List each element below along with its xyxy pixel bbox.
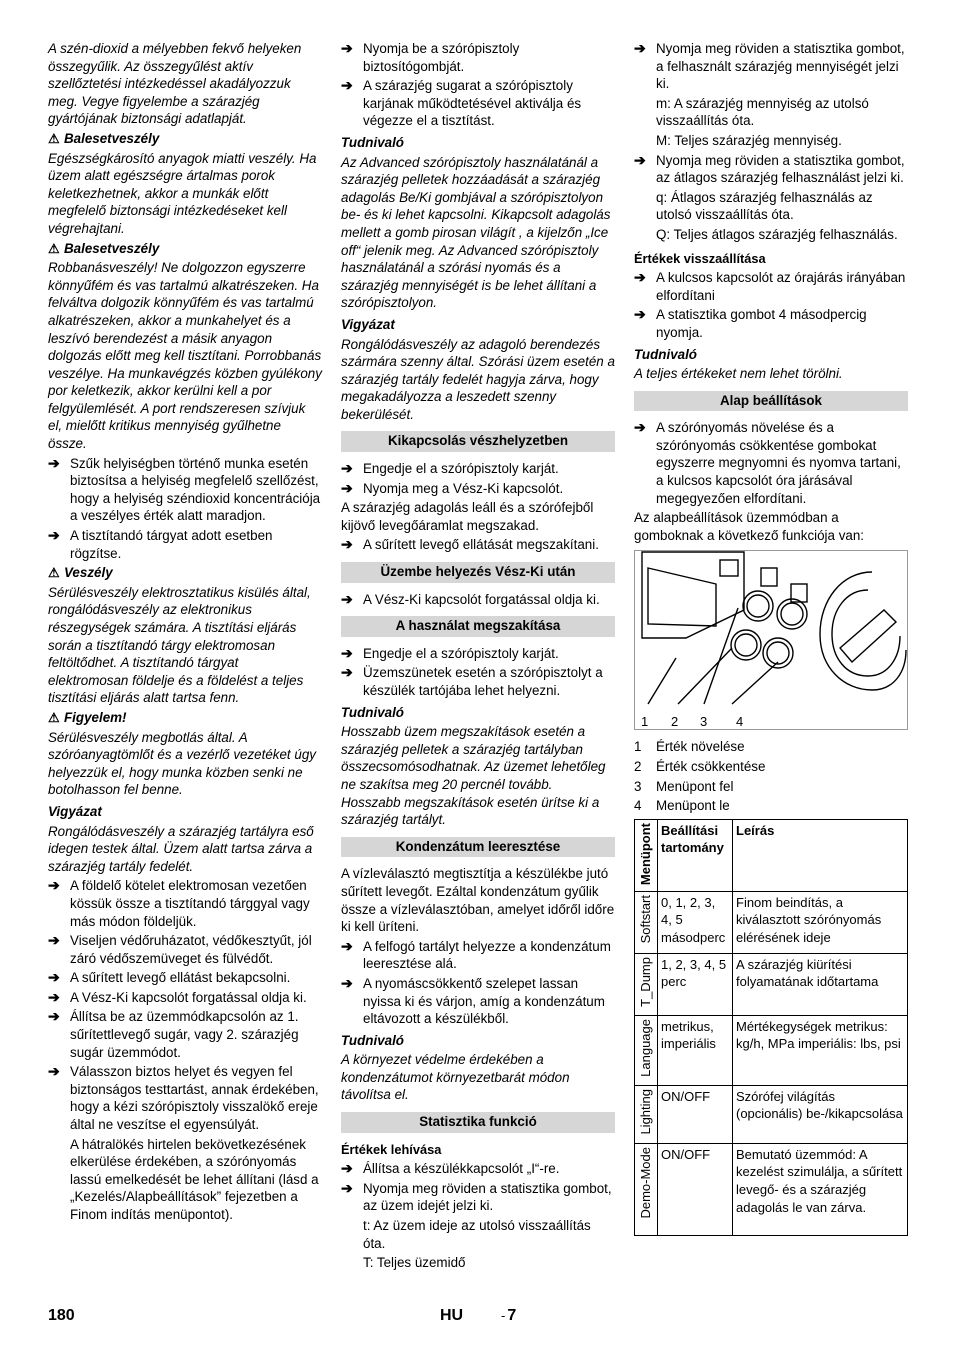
instruction-step: ➔ A sűrített levegő ellátását megszakítani.: [341, 536, 599, 553]
instruction-step: ➔ A sűrített levegő ellátást bekapcsolni.: [48, 969, 291, 986]
settings-table: [634, 819, 908, 1236]
arrow-icon: ➔: [634, 151, 646, 168]
instruction-detail: m: A szárazjég mennyiség az utolsó visszaállítás óta.: [656, 95, 869, 129]
arrow-icon: ➔: [48, 1008, 60, 1025]
instruction-step: ➔ A tisztítandó tárgyat adott esetben rögzítse.: [48, 527, 273, 561]
column-3: [634, 40, 908, 1236]
column-1: [48, 40, 322, 1226]
warning-triangle-icon: ⚠: [48, 130, 60, 146]
arrow-icon: ➔: [48, 969, 60, 986]
instruction-step: ➔ Engedje el a szórópisztoly karját.: [341, 644, 559, 661]
instruction-step: ➔ Válasszon biztos helyet és vegyen fel biztonságos testtartást, annak érdekében, hogy a kézi szórópisztoly visszalökő ereje által ne veszítse el egyensúlyát.: [48, 1063, 319, 1133]
section-page-number: - 7: [501, 1307, 517, 1324]
arrow-icon: ➔: [341, 460, 353, 477]
arrow-icon: ➔: [48, 932, 60, 949]
legend-item: 2 Érték csökkentése: [634, 759, 766, 775]
instruction-step: ➔ A Vész-Ki kapcsolót forgatással oldja ki.: [341, 590, 600, 607]
arrow-icon: ➔: [634, 306, 646, 323]
header-range: Beállítási tartomány: [658, 819, 733, 891]
instruction-detail: T: Teljes üzemidő: [363, 1255, 466, 1271]
instruction-step: ➔ A földelő kötelet elektromosan vezetően kössük össze a tisztítandó tárggyal vagy más módon földeljük.: [48, 877, 310, 929]
note-text: A teljes értékeket nem lehet törölni.: [634, 366, 843, 382]
legend-item: 1 Érték növelése: [634, 739, 745, 755]
note-heading: Tudnivaló: [634, 346, 697, 362]
note-text: A környezet védelme érdekében a kondenzátumot környezetbarát módon távolítsa el.: [341, 1052, 570, 1103]
instruction-step: ➔ A szórónyomás növelése és a szórónyomás csökkentése gombokat egyszerre megnyomni és nyomva tartani, a kulcsos kapcsolót óra járásával megegyezően elfordítani.: [634, 419, 901, 506]
arrow-icon: ➔: [341, 1179, 353, 1196]
warning-heading: ⚠ Balesetveszély: [48, 130, 160, 146]
danger-text: Sérülésveszély elektrosztatikus kisülés által, rongálódásveszély az elektronikus részegységek számára. A tisztítási eljárás során a tisztítandó tárgy elektromosan feltöltődhet. A tisztítandó tárgyat elektromosan földelje és a földelést a teljes tisztítási eljárás alatt tartsa fenn.: [48, 584, 311, 706]
instruction-step: ➔ Üzemszünetek esetén a szórópisztolyt a készülék tartójába lehet helyezni.: [341, 664, 603, 698]
note-heading: Tudnivaló: [341, 134, 404, 150]
arrow-icon: ➔: [341, 536, 353, 553]
arrow-icon: ➔: [634, 40, 646, 56]
attention-text: Sérülésveszély megbotlás által. A szóróanyagtömlőt és a vezérlő vezetéket úgy helyezzük el, hogy munka közben senki ne botolhasson fel benne.: [48, 729, 316, 798]
instruction-step: ➔ Nyomja meg röviden a statisztika gombot, az üzem idejét jelzi ki.: [341, 1179, 612, 1214]
caution-heading: Vigyázat: [48, 803, 102, 819]
arrow-icon: ➔: [48, 527, 60, 544]
note-text: Az Advanced szórópisztoly használatánál a szárazjég pelletek hozzáadását a szárazjég adagolás Be/Ki gombjával a szórópisztolyon be- és ki lehet kapcsolni. Kikapcsolt adagolás mellett a gomb pirosan világít , a kijelzőn „Ice off“ jelenik meg. Az Advanced szórópisztoly használatánál a szórási nyomás és a szárazjég mennyiségét is be lehet állítani a szórópisztolyon.: [341, 154, 611, 311]
header-description: Leírás: [733, 819, 908, 891]
section-heading: Üzembe helyezés Vész-Ki után: [341, 562, 615, 583]
note-heading: Tudnivaló: [341, 704, 404, 720]
arrow-icon: ➔: [341, 590, 353, 607]
arrow-icon: ➔: [341, 937, 353, 954]
body-text: A vízleválasztó megtisztítja a készülékbe jutó sűrített levegőt. Ezáltal kondenzátum gyűlik össze a vízleválasztóban, amelyet időről időre ki kell üríteni.: [341, 866, 615, 935]
legend-item: 3 Menüpont fel: [634, 778, 734, 794]
instruction-step: ➔ Állítsa a készülékkapcsolót „I“-re.: [341, 1160, 560, 1177]
caution-text: Rongálódásveszély a szárazjég tartályra eső idegen testek által. Üzem alatt tartsa zárva a szárazjég tartály fedelét.: [48, 823, 314, 874]
instruction-detail: t: Az üzem ideje az utolsó visszaállítás óta.: [363, 1218, 591, 1251]
table-header-row: [635, 819, 908, 891]
instruction-step: ➔ A statisztika gombot 4 másodpercig nyomja.: [634, 306, 867, 340]
arrow-icon: ➔: [341, 40, 353, 56]
instruction-detail: q: Átlagos szárazjég felhasználás az utolsó visszaállítás óta.: [656, 189, 873, 223]
table-row: Demo-Mode ON/OFF Bemutató üzemmód: A kezelést szimulálja, a sűrített levegő- és a szárazjég adagolás le van zárva.: [635, 1143, 908, 1235]
figure-label-1: 1: [641, 714, 649, 730]
arrow-icon: ➔: [634, 269, 646, 286]
column-2: [341, 40, 615, 1274]
language-code: HU: [440, 1307, 464, 1324]
instruction-step: ➔ A felfogó tartályt helyezze a kondenzátum leeresztése alá.: [341, 937, 611, 972]
arrow-icon: ➔: [341, 664, 353, 681]
note-text: Hosszabb üzem megszakítások esetén a szárazjég pelletek a szárazjég tartályban összecsomósodhatnak. Az üzemet lehetőleg ne szakítsa meg 20 percnél tovább. Hosszabb megszakítások esetén ürítse ki a szárazjég tartályt.: [341, 724, 606, 828]
warning-triangle-icon: ⚠: [48, 709, 60, 725]
instruction-detail: M: Teljes szárazjég mennyiség.: [656, 132, 842, 148]
caution-heading: Vigyázat: [341, 316, 395, 332]
arrow-icon: ➔: [341, 644, 353, 661]
instruction-step: ➔ Nyomja be a szórópisztoly biztosítógombját.: [341, 40, 520, 74]
instruction-step: ➔ Nyomja meg röviden a statisztika gombot, az átlagos szárazjég felhasználást jelzi ki.: [634, 151, 905, 186]
section-heading: Alap beállítások: [634, 391, 908, 412]
figure-label-2: 2: [671, 714, 679, 730]
instruction-step: ➔ Nyomja meg röviden a statisztika gombot, a felhasznált szárazjég mennyiségét jelzi ki.: [634, 40, 905, 92]
warning-text: Robbanásveszély! Ne dolgozzon egyszerre könnyűfém és vas tartalmú alkatrészeken. Ha felváltva dolgozik könnyűfém és vas tartalmú alkatrészeken, akkor a munkahelyet és a leszívó berendezést a másik anyagon dolgozás előtt meg kell tisztítani. Porrobbanás veszélye. Ha munkavégzés közben gyúlékony por keletkezik, akkor kerülni kell a por felgyülemlését. A port rendszeresen szívjuk el, mielőtt kritikus mennyiség gyűlhetne össze.: [48, 260, 322, 452]
figure-label-3: 3: [700, 714, 708, 730]
arrow-icon: ➔: [341, 1160, 353, 1177]
body-text: A szárazjég adagolás leáll és a szórófejből kijövő levegőáramlat megszakad.: [341, 500, 594, 533]
attention-heading: ⚠ Figyelem!: [48, 709, 127, 725]
instruction-step: ➔ Állítsa be az üzemmódkapcsolón az 1. sűrítettlevegő sugár, vagy 2. szárazjég sugár üzemmódot.: [48, 1008, 299, 1060]
header-menu: Menüpont: [635, 819, 658, 891]
intro-text: A szén-dioxid a mélyebben fekvő helyeken összegyűlik. Az összegyűlést aktív szellőztetési intézkedéssel akadályozzuk meg. Vegye figyelembe a szárazjég gyártójának biztonsági adatlapját.: [48, 41, 302, 127]
instruction-step: ➔ Szűk helyiségben történő munka esetén biztosítsa a helyiség megfelelő szellőzést, hogy a helyiség széndioxid koncentrációja a veszélyes érték alatt maradjon.: [48, 454, 321, 524]
table-row: Lighting ON/OFF Szórófej világítás (opcionális) be-/kikapcsolása: [635, 1085, 908, 1143]
arrow-icon: ➔: [48, 988, 60, 1005]
instruction-step: ➔ A Vész-Ki kapcsolót forgatással oldja ki.: [48, 988, 307, 1005]
instruction-step: ➔ Engedje el a szórópisztoly karját.: [341, 460, 559, 477]
arrow-icon: ➔: [48, 877, 60, 894]
arrow-icon: ➔: [341, 77, 353, 94]
table-row: Language metrikus, imperiális Mértékegységek metrikus: kg/h, MPa imperiális: lbs, psi: [635, 1015, 908, 1085]
legend-item: 4 Menüpont le: [634, 798, 730, 814]
subheading: Értékek visszaállítása: [634, 250, 766, 266]
warning-triangle-icon: ⚠: [48, 565, 60, 581]
figure-legend: [634, 738, 908, 814]
table-row: Softstart 0, 1, 2, 3, 4, 5 másodperc Finom beindítás, a kiválasztott szórónyomás elérésének ideje: [635, 891, 908, 953]
warning-text: Egészségkárosító anyagok miatti veszély. Ha üzem alatt egészségre ártalmas porok keletkezhetnek, akkor a munkák előtt megfelelő biztonsági intézkedéseket kell végrehajtani.: [48, 150, 317, 236]
instruction-detail: Q: Teljes átlagos szárazjég felhasználás.: [656, 226, 898, 242]
instruction-continuation: A hátralökés hirtelen bekövetkezésének elkerülése érdekében, a szórónyomás lassú emelkedését be lehet állítani (lásd a „Kezelés/Alapbeállítások” fejezetben a Finom indítás menüpontot).: [70, 1136, 319, 1222]
instruction-step: ➔ A nyomáscsökkentő szelepet lassan nyissa ki és várjon, amíg a kondenzátum eltávozott a készülékből.: [341, 974, 605, 1027]
note-heading: Tudnivaló: [341, 1032, 404, 1048]
section-heading: A használat megszakítása: [341, 616, 615, 637]
instruction-step: ➔ A kulcsos kapcsolót az órajárás irányában elfordítani: [634, 269, 906, 303]
arrow-icon: ➔: [341, 974, 353, 991]
instruction-step: ➔ Viseljen védőruházatot, védőkesztyűt, jól záró védőszemüveget és fülvédőt.: [48, 932, 312, 966]
warning-heading: ⚠ Balesetveszély: [48, 240, 160, 256]
arrow-icon: ➔: [48, 454, 60, 471]
figure-label-4: 4: [736, 714, 744, 730]
section-heading: Kikapcsolás vészhelyzetben: [341, 431, 615, 452]
caution-text: Rongálódásveszély az adagoló berendezés szármára szenny által. Szórási üzem esetén a szárazjég tartály fedelét hagyja zárva, hogy megakadályozza a leszedett szenny bekerülését.: [341, 336, 615, 422]
instruction-step: ➔ Nyomja meg a Vész-Ki kapcsolót.: [341, 479, 564, 496]
instruction-step: ➔ A szárazjég sugarat a szórópisztoly karjának működtetésével aktiválja és végezze el a tisztítást.: [341, 77, 582, 129]
section-heading: Kondenzátum leeresztése: [341, 837, 615, 858]
body-text: Az alapbeállítások üzemmódban a gomboknak a következő funkciója van:: [634, 510, 865, 543]
danger-heading: ⚠ Veszély: [48, 565, 113, 581]
arrow-icon: ➔: [634, 419, 646, 436]
section-heading: Statisztika funkció: [341, 1112, 615, 1133]
warning-triangle-icon: ⚠: [48, 240, 60, 256]
subheading: Értékek lehívása: [341, 1141, 442, 1157]
page-number: 180: [48, 1307, 75, 1324]
arrow-icon: ➔: [48, 1063, 60, 1080]
control-panel-figure: [634, 550, 908, 730]
arrow-icon: ➔: [341, 479, 353, 496]
table-row: T_Dump 1, 2, 3, 4, 5 perc A szárazjég kiürítési folyamatának időtartama: [635, 953, 908, 1015]
